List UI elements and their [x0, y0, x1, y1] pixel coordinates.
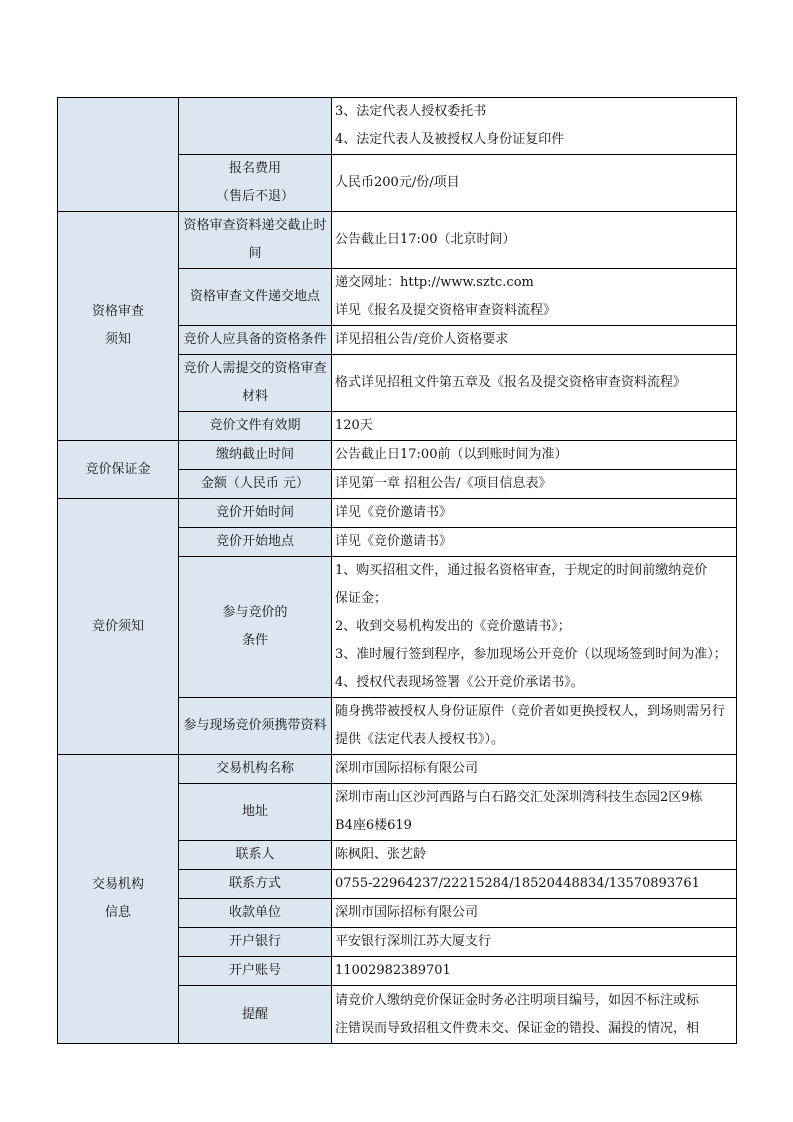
fee-value: 人民币200元/份/项目 — [332, 155, 737, 212]
reminder-value: 请竞价人缴纳竞价保证金时务必注明项目编号，如因不标注或标 注错误而导致招租文件费未交、保证金的错投、漏投的情况，相 — [332, 986, 737, 1044]
value-cell — [332, 98, 737, 155]
info-table — [57, 97, 737, 1044]
condition-4: 4、授权代表现场签署《公开竞价承诺书》。 — [335, 675, 584, 690]
section-qualification: 资格审查 须知 — [58, 212, 179, 441]
qual-conditions-label: 竞价人应具备的资格条件 — [179, 326, 332, 355]
bank-value: 平安银行深圳江苏大厦支行 — [332, 928, 737, 957]
bid-carry-value: 随身携带被授权人身份证原件（竞价者如更换授权人，到场则需另行 提供《法定代表人授权书》）。 — [332, 698, 737, 755]
account-value: 11002982389701 — [332, 957, 737, 986]
address-label: 地址 — [179, 784, 332, 841]
bid-carry-label: 参与现场竞价须携带资料 — [179, 698, 332, 755]
qual-deadline-value: 公告截止日17:00（北京时间） — [332, 212, 737, 269]
qual-materials-label: 竞价人需提交的资格审查 材料 — [179, 355, 332, 412]
condition-2: 2、收到交易机构发出的《竞价邀请书》； — [335, 619, 571, 634]
payee-label: 收款单位 — [179, 899, 332, 928]
deposit-amount-label: 金额（人民币 元） — [179, 470, 332, 499]
qual-place-value: 递交网址：http://www.sztc.com 详见《报名及提交资格审查资料流程》 — [332, 269, 737, 326]
label-cell-empty — [179, 98, 332, 155]
contact-value: 陈枫阳、张艺龄 — [332, 841, 737, 870]
qual-materials-value: 格式详见招租文件第五章及《报名及提交资格审查资料流程》 — [332, 355, 737, 412]
material-item-4: 4、法定代表人及被授权人身份证复印件 — [335, 132, 565, 147]
validity-value: 120天 — [332, 412, 737, 441]
section-cell-continued — [58, 98, 179, 212]
deposit-amount-value: 详见第一章 招租公告/《项目信息表》 — [332, 470, 737, 499]
contact-label: 联系人 — [179, 841, 332, 870]
bid-conditions-label: 参与竞价的 条件 — [179, 557, 332, 698]
section-bidding: 竞价须知 — [58, 499, 179, 755]
phone-value: 0755-22964237/22215284/18520448834/13570893761 — [332, 870, 737, 899]
bid-start-place-label: 竞价开始地点 — [179, 528, 332, 557]
section-deposit: 竞价保证金 — [58, 441, 179, 499]
condition-1: 1、购买招租文件，通过报名资格审查，于规定的时间前缴纳竞价 — [335, 563, 708, 578]
fee-label: 报名费用 （售后不退） — [179, 155, 332, 212]
bid-start-time-label: 竞价开始时间 — [179, 499, 332, 528]
material-item-3: 3、法定代表人授权委托书 — [335, 104, 487, 119]
phone-label: 联系方式 — [179, 870, 332, 899]
account-label: 开户账号 — [179, 957, 332, 986]
condition-3: 3、准时履行签到程序，参加现场公开竞价（以现场签到时间为准）； — [335, 647, 727, 662]
deposit-deadline-label: 缴纳截止时间 — [179, 441, 332, 470]
payee-value: 深圳市国际招标有限公司 — [332, 899, 737, 928]
submission-url: 递交网址：http://www.sztc.com — [335, 275, 534, 290]
bank-label: 开户银行 — [179, 928, 332, 957]
qual-deadline-label: 资格审查资料递交截止时 间 — [179, 212, 332, 269]
qual-place-label: 资格审查文件递交地点 — [179, 269, 332, 326]
address-value: 深圳市南山区沙河西路与白石路交汇处深圳湾科技生态园2区9栋 B4座6楼619 — [332, 784, 737, 841]
qual-conditions-value: 详见招租公告/竞价人资格要求 — [332, 326, 737, 355]
reminder-label: 提醒 — [179, 986, 332, 1044]
agency-name-label: 交易机构名称 — [179, 755, 332, 784]
bid-conditions-value: 1、购买招租文件，通过报名资格审查，于规定的时间前缴纳竞价 保证金； 2、收到交易机构发出的《竞价邀请书》； 3、准时履行签到程序，参加现场公开竞价（以现场签到时间为准）； 4、授权代表现场签署《公开竞价承诺书》。 — [332, 557, 737, 698]
validity-label: 竞价文件有效期 — [179, 412, 332, 441]
agency-name-value: 深圳市国际招标有限公司 — [332, 755, 737, 784]
section-agency: 交易机构 信息 — [58, 755, 179, 1044]
deposit-deadline-value: 公告截止日17:00前（以到账时间为准） — [332, 441, 737, 470]
bid-start-time-value: 详见《竞价邀请书》 — [332, 499, 737, 528]
bid-start-place-value: 详见《竞价邀请书》 — [332, 528, 737, 557]
